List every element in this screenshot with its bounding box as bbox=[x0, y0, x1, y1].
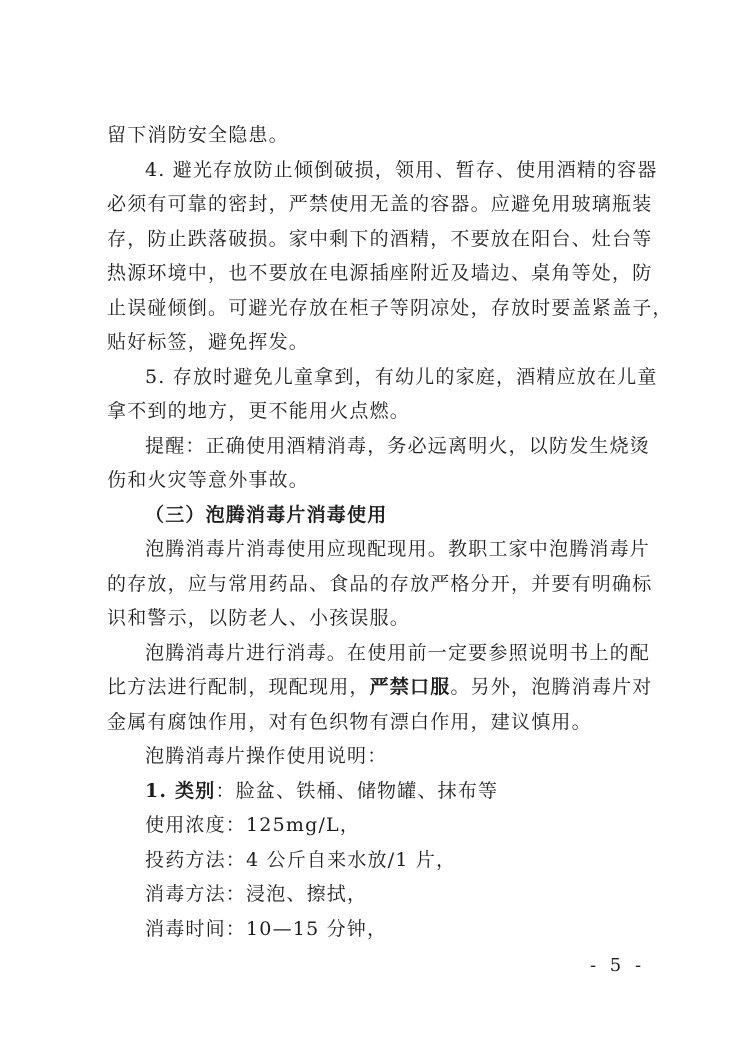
bold-warning: 严禁口服 bbox=[369, 676, 451, 698]
text-line: 拿不到的地方，更不能用火点燃。 bbox=[107, 400, 411, 422]
text-line: 5. 存放时避免儿童拿到，有幼儿的家庭，酒精应放在儿童 bbox=[145, 365, 658, 388]
text-span: ：脸盆、铁桶、储物罐、抹布等 bbox=[215, 779, 499, 802]
text-line: 提醒：正确使用酒精消毒，务必远离明火，以防发生烧烫 bbox=[145, 434, 651, 457]
text-line bbox=[107, 774, 637, 809]
text-line: 存，防止跌落破损。家中剩下的酒精，不要放在阳台、灶台等 bbox=[107, 227, 653, 250]
text-line: 热源环境中，也不要放在电源插座附近及墙边、桌角等处，防 bbox=[107, 262, 653, 284]
text-line: 泡腾消毒片消毒使用应现配现用。教职工家中泡腾消毒片 bbox=[145, 538, 651, 560]
text-line: 伤和火灾等意外事故。 bbox=[107, 469, 310, 491]
text-line: 使用浓度：125mg/L， bbox=[145, 814, 361, 836]
text-line: 的存放，应与常用药品、食品的存放严格分开，并要有明确标 bbox=[107, 572, 653, 595]
text-line: 贴好标签，避免挥发。 bbox=[107, 331, 310, 353]
text-line: 泡腾消毒片操作使用说明： bbox=[145, 745, 388, 767]
document-body bbox=[107, 118, 673, 946]
text-span: 。另外，泡腾消毒片对 bbox=[450, 676, 653, 698]
text-line bbox=[107, 670, 653, 705]
page-number: - 5 - bbox=[590, 955, 646, 976]
text-span: 比方法进行配制，现配现用， bbox=[107, 676, 370, 698]
text-line: 消毒方法：浸泡、擦拭， bbox=[145, 883, 368, 905]
section-heading: （三）泡腾消毒片消毒使用 bbox=[145, 503, 388, 526]
text-line: 金属有腐蚀作用，对有色织物有漂白作用，建议慎用。 bbox=[107, 710, 592, 733]
text-line: 必须有可靠的密封，严禁使用无盖的容器。应避免用玻璃瓶装 bbox=[107, 193, 653, 215]
text-line: 泡腾消毒片进行消毒。在使用前一定要参照说明书上的配 bbox=[145, 641, 651, 664]
text-line: 留下消防安全隐患。 bbox=[107, 124, 289, 146]
text-line: 识和警示，以防老人、小孩误服。 bbox=[107, 607, 411, 629]
text-line: 止误碰倾倒。可避光存放在柜子等阴凉处，存放时要盖紧盖子， bbox=[107, 296, 673, 319]
text-line: 投药方法：4 公斤自来水放/1 片， bbox=[145, 848, 457, 871]
category-label: 1. 类别 bbox=[145, 779, 216, 802]
text-line: 4. 避光存放防止倾倒破损，领用、暂存、使用酒精的容器 bbox=[145, 158, 658, 181]
text-line: 消毒时间：10—15 分钟， bbox=[145, 917, 388, 940]
